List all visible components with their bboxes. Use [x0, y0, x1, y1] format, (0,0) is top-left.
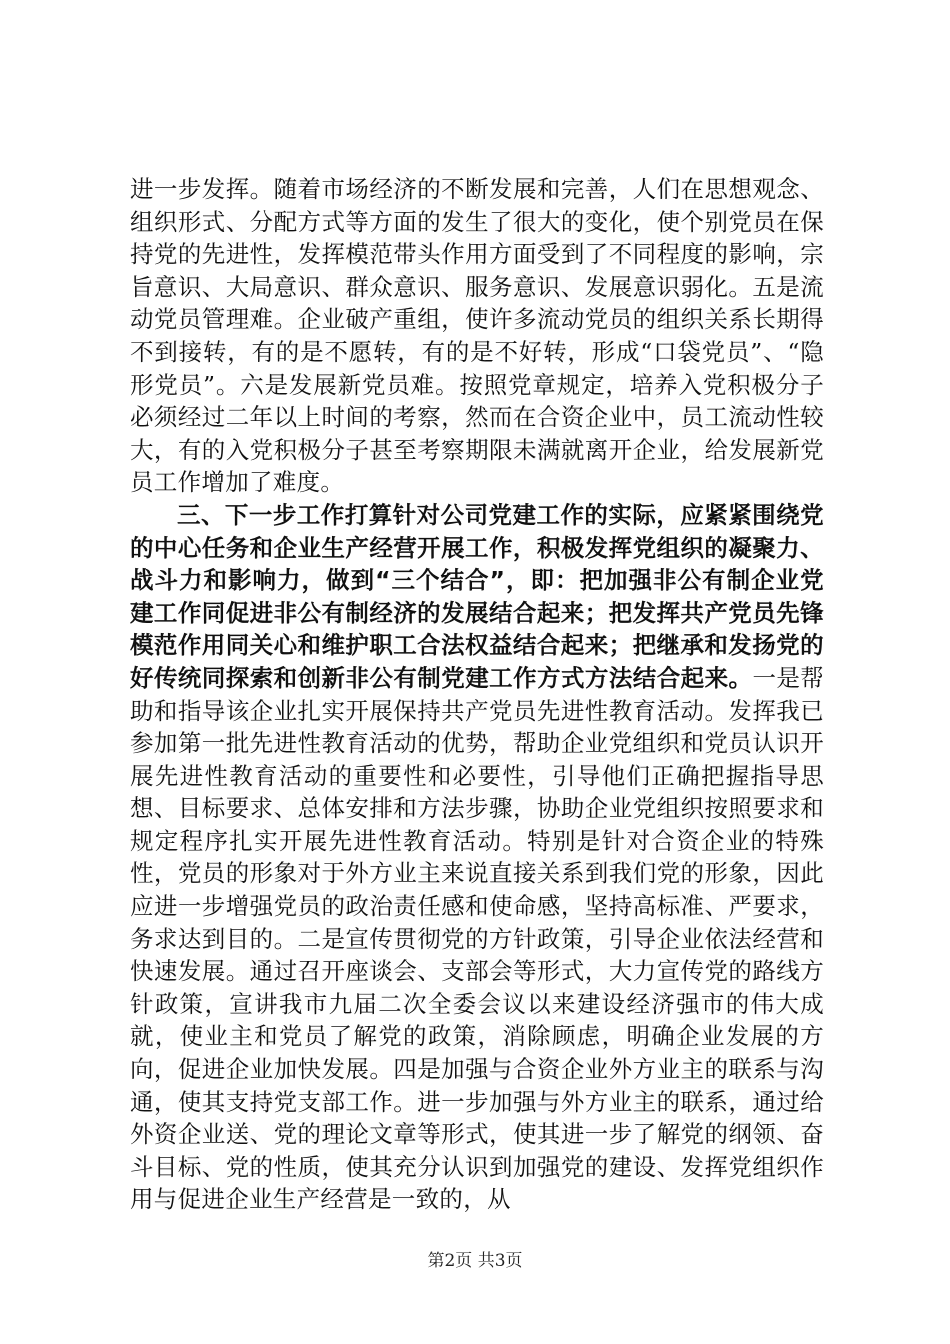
page-number-footer: 第2页 共3页: [427, 1251, 523, 1271]
paragraph-continuation: 进一步发挥。随着市场经济的不断发展和完善，人们在思想观念、组织形式、分配方式等方面的发生了很大的变化，使个别党员在保持党的先进性，发挥模范带头作用方面受到了不同程度的影响，宗旨意识、大局意识、群众意识、服务意识、发展意识弱化。五是流动党员管理难。企业破产重组，使许多流动党员的组织关系长期得不到接转，有的是不愿转，有的是不好转，形成“口袋党员”、“隐形党员”。六是发展新党员难。按照党章规定，培养入党积极分子必须经过二年以上时间的考察，然而在合资企业中，员工流动性较大，有的入党积极分子甚至考察期限未满就离开企业，给发展新党员工作增加了难度。: [130, 175, 824, 497]
paragraph-heading-bold: 三、下一步工作打算针对公司党建工作的实际，应紧紧围绕党的中心任务和企业生产经营开展工作，积极发挥党组织的凝聚力、战斗力和影响力，做到“三个结合”，即：把加强非公有制企业党建工作同促进非公有制经济的发展结合起来；把发挥共产党员先锋模范作用同关心和维护职工合法权益结合起来；把继承和发扬党的好传统同探索和创新非公有制党建工作方式方法结合起来。: [130, 500, 824, 692]
paragraph-body-text: 一是帮助和指导该企业扎实开展保持共产党员先进性教育活动。发挥我已参加第一批先进性教育活动的优势，帮助企业党组织和党员认识开展先进性教育活动的重要性和必要性，引导他们正确把握指导思想、目标要求、总体安排和方法步骤，协助企业党组织按照要求和规定程序扎实开展先进性教育活动。特别是针对合资企业的特殊性，党员的形象对于外方业主来说直接关系到我们党的形象，因此应进一步增强党员的政治责任感和使命感，坚持高标准、严要求，务求达到目的。二是宣传贯彻党的方针政策，引导企业依法经营和快速发展。通过召开座谈会、支部会等形式，大力宣传党的路线方针政策，宣讲我市九届二次全委会议以来建设经济强市的伟大成就，使业主和党员了解党的政策，消除顾虑，明确企业发展的方向，促进企业加快发展。四是加强与合资企业外方业主的联系与沟通，使其支持党支部工作。进一步加强与外方业主的联系，通过给外资企业送、党的理论文章等形式，使其进一步了解党的纲领、奋斗目标、党的性质，使其充分认识到加强党的建设、发挥党组织作用与促进企业生产经营是一致的，从: [130, 663, 825, 1214]
paragraph-next-steps: [130, 499, 824, 1216]
document-body: [130, 173, 824, 1216]
